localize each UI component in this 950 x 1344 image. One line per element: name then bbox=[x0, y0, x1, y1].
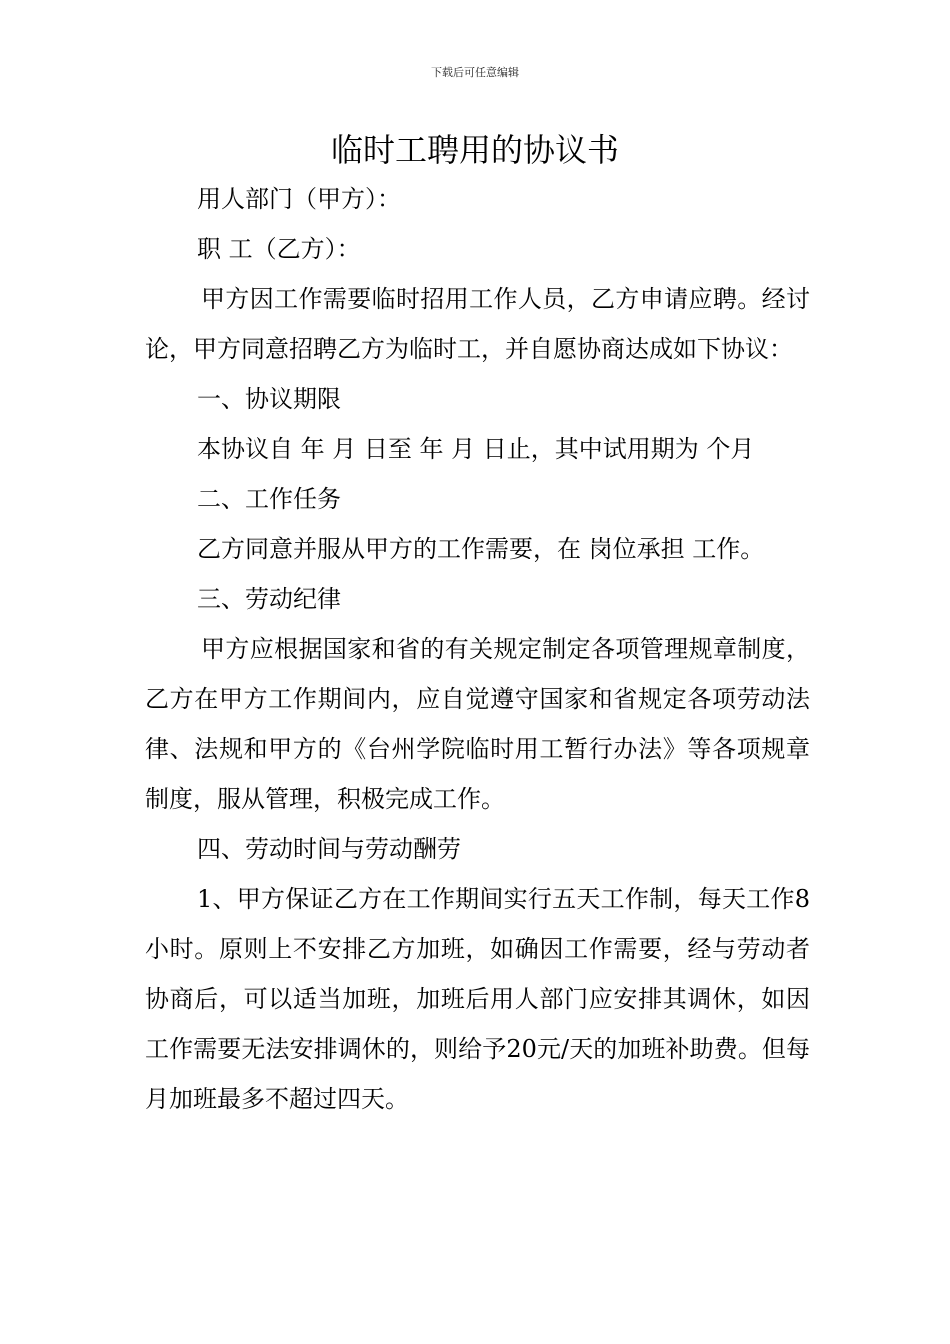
document-body bbox=[145, 174, 810, 1124]
section-heading-discipline: 三、劳动纪律 bbox=[197, 585, 341, 613]
term-paragraph: 本协议自 年 月 日至 年 月 日止，其中试用期为 个月 bbox=[197, 435, 755, 463]
document-title: 临时工聘用的协议书 bbox=[330, 131, 619, 169]
tasks-paragraph: 乙方同意并服从甲方的工作需要，在 岗位承担 工作。 bbox=[197, 535, 765, 563]
intro-paragraph: 甲方因工作需要临时招用工作人员，乙方申请应聘。经讨论，甲方同意招聘乙方为临时工，并自愿协商达成如下协议： bbox=[145, 285, 810, 363]
party-b-line: 职 工（乙方）： bbox=[197, 235, 361, 263]
party-a-line: 用人部门（甲方）： bbox=[197, 185, 401, 213]
section-heading-tasks: 二、工作任务 bbox=[197, 485, 341, 513]
header-note: 下载后可任意编辑 bbox=[431, 66, 519, 79]
section-heading-hours-pay: 四、劳动时间与劳动酬劳 bbox=[197, 835, 461, 863]
hours-pay-paragraph: 1、甲方保证乙方在工作期间实行五天工作制，每天工作8小时。原则上不安排乙方加班，如确因工作需要，经与劳动者协商后，可以适当加班，加班后用人部门应安排其调休，如因工作需要无法安排调休的，则给予20元/天的加班补助费。但每月加班最多不超过四天。 bbox=[145, 885, 810, 1113]
section-heading-term: 一、协议期限 bbox=[197, 385, 341, 413]
discipline-paragraph: 甲方应根据国家和省的有关规定制定各项管理规章制度，乙方在甲方工作期间内，应自觉遵守国家和省规定各项劳动法律、法规和甲方的《台州学院临时用工暂行办法》等各项规章制度，服从管理，积极完成工作。 bbox=[145, 635, 810, 813]
